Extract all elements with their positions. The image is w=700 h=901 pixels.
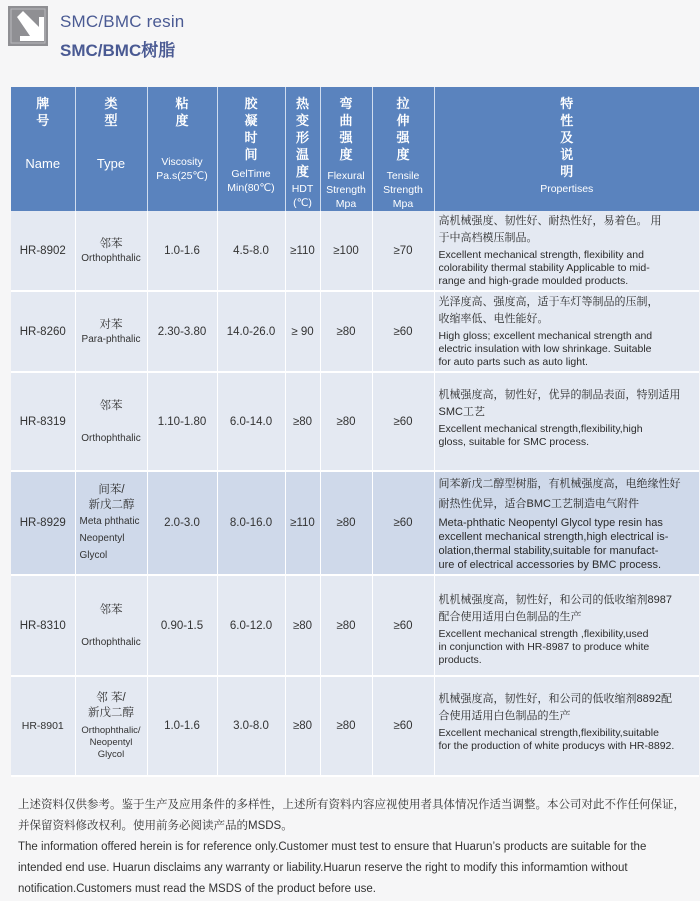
disclaimer-english: The information offered herein is for reference only.Customer must test to ensure that Huarun’s products are suitable for the intended end use. Huarun disclaims any warranty or liability.Huarun reserve the right to modify this informamtion without notification.Customers must read the MSDS of the product before use. xyxy=(18,841,647,895)
cell-tensile: ≥60 xyxy=(372,471,434,575)
cell-flexural: ≥80 xyxy=(320,575,372,676)
cell-hdt: ≥110 xyxy=(285,471,320,575)
cell-flexural: ≥80 xyxy=(320,471,372,575)
cell-tensile: ≥60 xyxy=(372,291,434,372)
cell-viscosity: 1.0-1.6 xyxy=(147,211,217,291)
cell-type: 邻苯 Orthophthalic xyxy=(75,372,147,471)
table-row xyxy=(11,291,699,372)
cell-name: HR-8260 xyxy=(11,291,75,372)
cell-properties: 高机械强度、韧性好、耐热性好，易着色。 用 于中高档模压制品。 Excellent mechanical strength, flexibility and colorability thermal stability Applicable to mid- range and high-grade moulded products. xyxy=(434,211,699,291)
cell-geltime: 6.0-14.0 xyxy=(217,372,285,471)
header-viscosity: 粘 度 Viscosity Pa.s(25℃) xyxy=(147,87,217,211)
cell-hdt: ≥80 xyxy=(285,575,320,676)
resin-spec-table xyxy=(11,87,699,777)
cell-properties: 间苯新戊二醇型树脂，有机械强度高，电绝缘性好 耐热性优异，适合BMC工艺制造电气附件 Meta-phthatic Neopentyl Glycol type resin has excellent mechanical strength,high electrical is- olation,thermal stability,suitable for manufact- ure of electrical accessories by BMC process. xyxy=(434,471,699,575)
cell-type: 对苯 Para-phthalic xyxy=(75,291,147,372)
cell-geltime: 14.0-26.0 xyxy=(217,291,285,372)
cell-viscosity: 1.0-1.6 xyxy=(147,676,217,776)
cell-tensile: ≥70 xyxy=(372,211,434,291)
cell-hdt: ≥ 90 xyxy=(285,291,320,372)
cell-viscosity: 1.10-1.80 xyxy=(147,372,217,471)
cell-hdt: ≥80 xyxy=(285,676,320,776)
cell-tensile: ≥60 xyxy=(372,575,434,676)
table-row xyxy=(11,676,699,776)
cell-properties: 机机械强度高，韧性好，和公司的低收缩剂8987 配合使用适用白色制品的生产 Excellent mechanical strength ,flexibility,used in conjunction with HR-8987 to produce white products. xyxy=(434,575,699,676)
cell-viscosity: 2.0-3.0 xyxy=(147,471,217,575)
down-right-arrow-icon xyxy=(8,6,48,46)
cell-tensile: ≥60 xyxy=(372,372,434,471)
cell-viscosity: 0.90-1.5 xyxy=(147,575,217,676)
header-properties: 特 性 及 说 明 Propertises xyxy=(434,87,699,211)
header-name: 牌 号 Name xyxy=(11,87,75,211)
table-row xyxy=(11,575,699,676)
table-row xyxy=(11,471,699,575)
cell-name: HR-8319 xyxy=(11,372,75,471)
disclaimer-chinese: 上述资料仅供参考。鉴于生产及应用条件的多样性，上述所有资料内容应视使用者具体情况作适当调整。本公司对此不作任何保证，并保留资料修改权利。使用前务必阅读产品的MSDS。 xyxy=(18,799,685,832)
header-tensile: 拉 伸 强 度 Tensile Strength Mpa xyxy=(372,87,434,211)
cell-hdt: ≥110 xyxy=(285,211,320,291)
cell-type: 邻 苯/ 新戊二醇 Orthophthalic/ Neopentyl Glycol xyxy=(75,676,147,776)
cell-flexural: ≥80 xyxy=(320,291,372,372)
cell-name: HR-8929 xyxy=(11,471,75,575)
cell-flexural: ≥80 xyxy=(320,676,372,776)
cell-type: 间苯/ 新戊二醇 Meta phthatic Neopentyl Glycol xyxy=(75,471,147,575)
table-row xyxy=(11,372,699,471)
cell-geltime: 3.0-8.0 xyxy=(217,676,285,776)
header-geltime: 胶 凝 时 间 GelTime Min(80℃) xyxy=(217,87,285,211)
page-header xyxy=(0,0,700,80)
cell-name: HR-8310 xyxy=(11,575,75,676)
table-row xyxy=(11,211,699,291)
title-english: SMC/BMC resin xyxy=(60,12,185,31)
cell-properties: 机械强度高，韧性好，和公司的低收缩剂8892配 合使用适用白色制品的生产 Excellent mechanical strength,flexibility,suitable for the production of white producys with HR-8892. xyxy=(434,676,699,776)
title-chinese: SMC/BMC树脂 xyxy=(60,41,176,60)
cell-viscosity: 2.30-3.80 xyxy=(147,291,217,372)
cell-name: HR-8902 xyxy=(11,211,75,291)
cell-name: HR-8901 xyxy=(11,676,75,776)
cell-properties: 光泽度高、强度高，适于车灯等制品的压制， 收缩率低、电性能好。 High gloss; excellent mechanical strength and electric insulation with low shrinkage. Suitable for auto parts such as auto light. xyxy=(434,291,699,372)
cell-type: 邻苯 Orthophthalic xyxy=(75,211,147,291)
cell-properties: 机械强度高，韧性好，优异的制品表面，特别适用 SMC工艺 Excellent mechanical strength,flexibility,high gloss, suitable for SMC process. xyxy=(434,372,699,471)
header-type: 类 型 Type xyxy=(75,87,147,211)
cell-hdt: ≥80 xyxy=(285,372,320,471)
cell-geltime: 8.0-16.0 xyxy=(217,471,285,575)
cell-geltime: 6.0-12.0 xyxy=(217,575,285,676)
cell-flexural: ≥80 xyxy=(320,372,372,471)
header-flexural: 弯 曲 强 度 Flexural Strength Mpa xyxy=(320,87,372,211)
header-hdt: 热 变 形 温 度 HDT (℃) xyxy=(285,87,320,211)
cell-type: 邻苯 Orthophthalic xyxy=(75,575,147,676)
cell-flexural: ≥100 xyxy=(320,211,372,291)
cell-tensile: ≥60 xyxy=(372,676,434,776)
cell-geltime: 4.5-8.0 xyxy=(217,211,285,291)
table-header-row xyxy=(11,87,699,211)
